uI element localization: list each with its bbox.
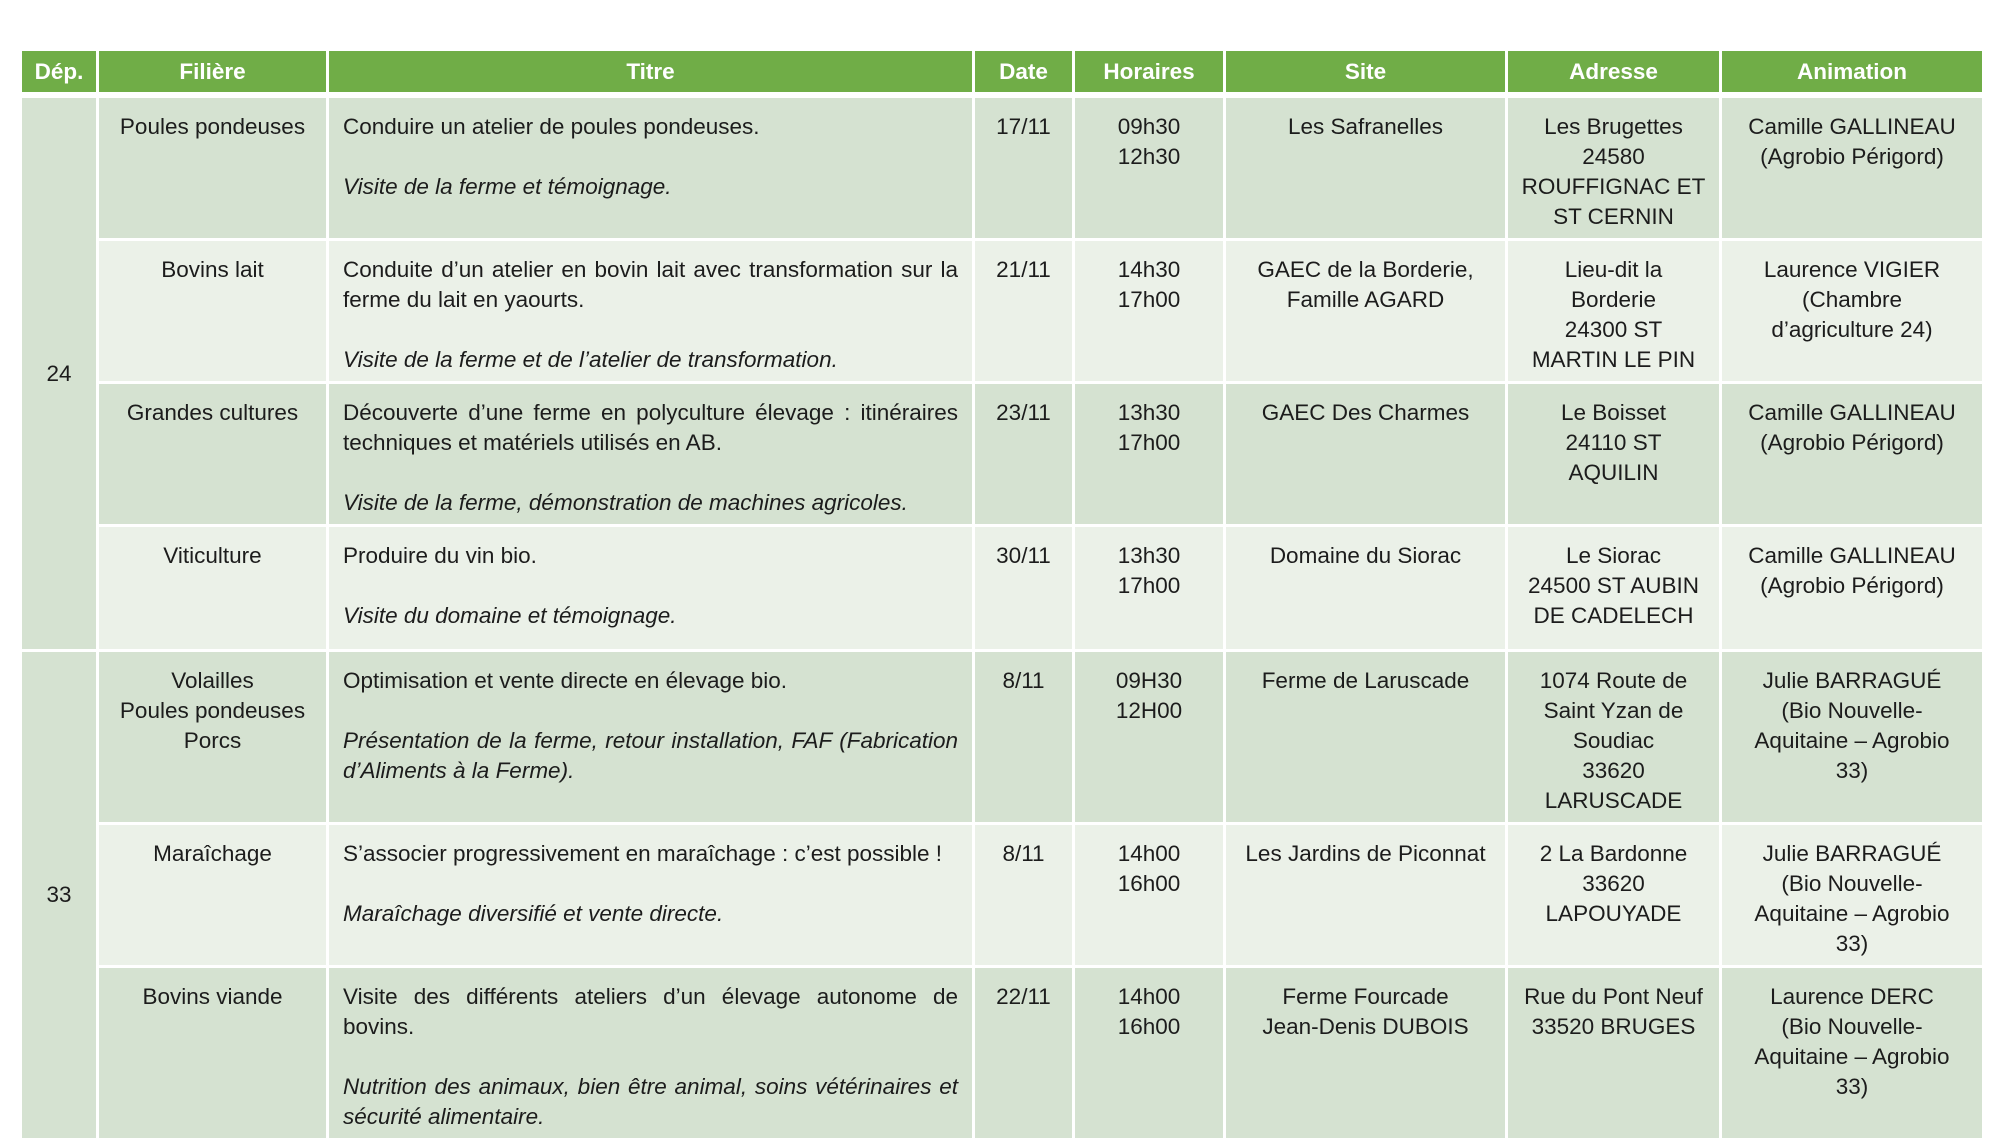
date-cell: 17/11 bbox=[975, 98, 1072, 241]
adresse-cell bbox=[1508, 968, 1719, 1141]
filiere-cell bbox=[99, 652, 326, 825]
animation-line: 33) bbox=[1835, 1074, 1869, 1099]
adresse-line: Le Boisset bbox=[1560, 400, 1667, 425]
titre-text: Produire du vin bio. bbox=[343, 543, 537, 568]
adresse-line: ST CERNIN bbox=[1553, 204, 1674, 229]
filiere-line: Grandes cultures bbox=[126, 400, 299, 425]
titre-cell bbox=[329, 241, 972, 384]
animation-line: Camille GALLINEAU bbox=[1748, 400, 1956, 425]
adresse-line: 33620 bbox=[1582, 758, 1645, 783]
horaire-start: 14h30 bbox=[1117, 257, 1181, 282]
departement-cell: 24 bbox=[22, 98, 96, 652]
table-row bbox=[22, 241, 1982, 384]
horaire-end: 16h00 bbox=[1117, 1014, 1181, 1039]
horaire-end: 17h00 bbox=[1117, 430, 1181, 455]
titre-subtext: Maraîchage diversifié et vente directe. bbox=[343, 901, 724, 926]
animation-cell bbox=[1722, 968, 1982, 1141]
adresse-line: Le Siorac bbox=[1565, 543, 1662, 568]
adresse-line: MARTIN LE PIN bbox=[1531, 347, 1696, 372]
date-cell: 30/11 bbox=[975, 527, 1072, 652]
adresse-line: 33520 BRUGES bbox=[1531, 1014, 1696, 1039]
horaire-start: 09H30 bbox=[1115, 668, 1183, 693]
filiere-line: Porcs bbox=[183, 728, 242, 753]
titre-text: Conduite d’un atelier en bovin lait avec transformation sur la ferme du lait en yaourts. bbox=[343, 257, 958, 312]
adresse-line: 24580 bbox=[1582, 144, 1645, 169]
adresse-cell bbox=[1508, 825, 1719, 968]
horaire-end: 17h00 bbox=[1117, 573, 1181, 598]
animation-line: (Agrobio Périgord) bbox=[1760, 430, 1944, 455]
adresse-cell bbox=[1508, 98, 1719, 241]
header-filiere: Filière bbox=[99, 51, 326, 98]
animation-cell bbox=[1722, 527, 1982, 652]
adresse-cell bbox=[1508, 384, 1719, 527]
titre-text: Visite des différents ateliers d’un élevage autonome de bovins. bbox=[343, 984, 958, 1039]
adresse-line: 24110 ST bbox=[1565, 430, 1662, 455]
date-cell: 21/11 bbox=[975, 241, 1072, 384]
horaires-cell bbox=[1075, 652, 1223, 825]
adresse-line: LAPOUYADE bbox=[1545, 901, 1682, 926]
animation-line: Aquitaine – Agrobio bbox=[1754, 728, 1950, 753]
horaire-end: 16h00 bbox=[1117, 871, 1181, 896]
date-cell: 23/11 bbox=[975, 384, 1072, 527]
animation-line: Aquitaine – Agrobio bbox=[1754, 1044, 1950, 1069]
animation-line: (Bio Nouvelle- bbox=[1781, 871, 1923, 896]
site-line: Domaine du Siorac bbox=[1269, 543, 1462, 568]
adresse-line: 24300 ST bbox=[1564, 317, 1663, 342]
horaire-end: 12H00 bbox=[1115, 698, 1183, 723]
titre-cell bbox=[329, 968, 972, 1141]
animation-line: Laurence VIGIER bbox=[1763, 257, 1941, 282]
animation-line: Camille GALLINEAU bbox=[1748, 114, 1956, 139]
titre-text: Découverte d’une ferme en polyculture élevage : itinéraires techniques et matériels utilisés en AB. bbox=[343, 400, 958, 455]
animation-line: (Bio Nouvelle- bbox=[1781, 698, 1923, 723]
filiere-cell bbox=[99, 527, 326, 652]
adresse-line: 1074 Route de bbox=[1539, 668, 1688, 693]
adresse-line: AQUILIN bbox=[1568, 460, 1659, 485]
date-cell: 22/11 bbox=[975, 968, 1072, 1141]
titre-subtext: Visite de la ferme, démonstration de machines agricoles. bbox=[343, 490, 908, 515]
titre-subtext: Nutrition des animaux, bien être animal, soins vétérinaires et sécurité alimentaire. bbox=[343, 1074, 958, 1129]
table-row bbox=[22, 652, 1982, 825]
titre-subtext: Visite de la ferme et témoignage. bbox=[343, 174, 672, 199]
site-line: Famille AGARD bbox=[1286, 287, 1445, 312]
site-cell bbox=[1226, 527, 1505, 652]
filiere-line: Poules pondeuses bbox=[119, 698, 306, 723]
adresse-line: 24500 ST AUBIN bbox=[1528, 573, 1699, 598]
animation-line: Camille GALLINEAU bbox=[1748, 543, 1956, 568]
horaire-start: 13h30 bbox=[1117, 543, 1181, 568]
site-line: Les Safranelles bbox=[1287, 114, 1444, 139]
titre-text: S’associer progressivement en maraîchage : c’est possible ! bbox=[343, 841, 943, 866]
titre-text: Optimisation et vente directe en élevage bio. bbox=[343, 668, 788, 693]
departement-cell: 33 bbox=[22, 652, 96, 1141]
horaire-start: 14h00 bbox=[1117, 841, 1181, 866]
site-cell bbox=[1226, 968, 1505, 1141]
filiere-line: Bovins lait bbox=[161, 257, 264, 282]
horaires-cell bbox=[1075, 384, 1223, 527]
animation-cell bbox=[1722, 652, 1982, 825]
events-table bbox=[19, 51, 1985, 1141]
horaires-cell bbox=[1075, 968, 1223, 1141]
titre-cell bbox=[329, 384, 972, 527]
animation-cell bbox=[1722, 98, 1982, 241]
titre-cell bbox=[329, 652, 972, 825]
site-line: Les Jardins de Piconnat bbox=[1245, 841, 1486, 866]
site-line: Ferme Fourcade bbox=[1282, 984, 1449, 1009]
horaires-cell bbox=[1075, 241, 1223, 384]
filiere-cell bbox=[99, 384, 326, 527]
animation-line: d’agriculture 24) bbox=[1771, 317, 1933, 342]
animation-line: (Agrobio Périgord) bbox=[1760, 144, 1944, 169]
animation-line: Laurence DERC bbox=[1770, 984, 1934, 1009]
adresse-line: Borderie bbox=[1570, 287, 1657, 312]
animation-line: 33) bbox=[1835, 931, 1869, 956]
events-table-container bbox=[22, 51, 1979, 1141]
animation-line: (Agrobio Périgord) bbox=[1760, 573, 1944, 598]
titre-cell bbox=[329, 825, 972, 968]
horaires-cell bbox=[1075, 98, 1223, 241]
header-site: Site bbox=[1226, 51, 1505, 98]
header-animation: Animation bbox=[1722, 51, 1982, 98]
table-row bbox=[22, 825, 1982, 968]
adresse-line: ROUFFIGNAC ET bbox=[1521, 174, 1706, 199]
site-cell bbox=[1226, 652, 1505, 825]
filiere-cell bbox=[99, 98, 326, 241]
titre-subtext: Visite du domaine et témoignage. bbox=[343, 603, 677, 628]
titre-subtext: Présentation de la ferme, retour installation, FAF (Fabrication d’Aliments à la Ferme). bbox=[343, 728, 958, 783]
site-line: Jean-Denis DUBOIS bbox=[1262, 1014, 1469, 1039]
titre-cell bbox=[329, 527, 972, 652]
adresse-line: Saint Yzan de bbox=[1543, 698, 1684, 723]
animation-line: (Chambre bbox=[1801, 287, 1903, 312]
animation-line: 33) bbox=[1835, 758, 1869, 783]
table-row bbox=[22, 98, 1982, 241]
filiere-line: Viticulture bbox=[163, 543, 262, 568]
header-date: Date bbox=[975, 51, 1072, 98]
animation-line: (Bio Nouvelle- bbox=[1781, 1014, 1923, 1039]
adresse-line: LARUSCADE bbox=[1544, 788, 1683, 813]
site-cell bbox=[1226, 98, 1505, 241]
horaire-start: 09h30 bbox=[1117, 114, 1181, 139]
filiere-line: Poules pondeuses bbox=[119, 114, 306, 139]
horaire-end: 17h00 bbox=[1117, 287, 1181, 312]
adresse-line: 2 La Bardonne bbox=[1539, 841, 1688, 866]
horaire-end: 12h30 bbox=[1117, 144, 1181, 169]
filiere-line: Volailles bbox=[171, 668, 254, 693]
horaires-cell bbox=[1075, 825, 1223, 968]
adresse-line: DE CADELECH bbox=[1533, 603, 1694, 628]
adresse-line: Rue du Pont Neuf bbox=[1524, 984, 1703, 1009]
adresse-cell bbox=[1508, 527, 1719, 652]
animation-cell bbox=[1722, 825, 1982, 968]
header-titre: Titre bbox=[329, 51, 972, 98]
site-cell bbox=[1226, 241, 1505, 384]
adresse-line: 33620 bbox=[1582, 871, 1645, 896]
filiere-line: Maraîchage bbox=[153, 841, 272, 866]
titre-subtext: Visite de la ferme et de l’atelier de transformation. bbox=[343, 347, 838, 372]
adresse-cell bbox=[1508, 652, 1719, 825]
filiere-cell bbox=[99, 825, 326, 968]
date-cell: 8/11 bbox=[975, 825, 1072, 968]
table-row bbox=[22, 968, 1982, 1141]
site-line: GAEC Des Charmes bbox=[1261, 400, 1470, 425]
animation-cell bbox=[1722, 384, 1982, 527]
adresse-line: Les Brugettes bbox=[1544, 114, 1683, 139]
horaires-cell bbox=[1075, 527, 1223, 652]
table-header-row bbox=[22, 51, 1982, 98]
filiere-cell bbox=[99, 241, 326, 384]
header-adresse: Adresse bbox=[1508, 51, 1719, 98]
adresse-line: Lieu-dit la bbox=[1564, 257, 1663, 282]
header-horaires: Horaires bbox=[1075, 51, 1223, 98]
site-line: Ferme de Laruscade bbox=[1261, 668, 1470, 693]
horaire-start: 13h30 bbox=[1117, 400, 1181, 425]
site-line: GAEC de la Borderie, bbox=[1257, 257, 1474, 282]
table-row bbox=[22, 384, 1982, 527]
site-cell bbox=[1226, 384, 1505, 527]
table-row bbox=[22, 527, 1982, 652]
animation-cell bbox=[1722, 241, 1982, 384]
horaire-start: 14h00 bbox=[1117, 984, 1181, 1009]
animation-line: Aquitaine – Agrobio bbox=[1754, 901, 1950, 926]
filiere-line: Bovins viande bbox=[142, 984, 283, 1009]
date-cell: 8/11 bbox=[975, 652, 1072, 825]
filiere-cell bbox=[99, 968, 326, 1141]
titre-text: Conduire un atelier de poules pondeuses. bbox=[343, 114, 760, 139]
animation-line: Julie BARRAGUÉ bbox=[1762, 841, 1942, 866]
animation-line: Julie BARRAGUÉ bbox=[1762, 668, 1942, 693]
adresse-cell bbox=[1508, 241, 1719, 384]
header-dep: Dép. bbox=[22, 51, 96, 98]
titre-cell bbox=[329, 98, 972, 241]
adresse-line: Soudiac bbox=[1572, 728, 1655, 753]
site-cell bbox=[1226, 825, 1505, 968]
